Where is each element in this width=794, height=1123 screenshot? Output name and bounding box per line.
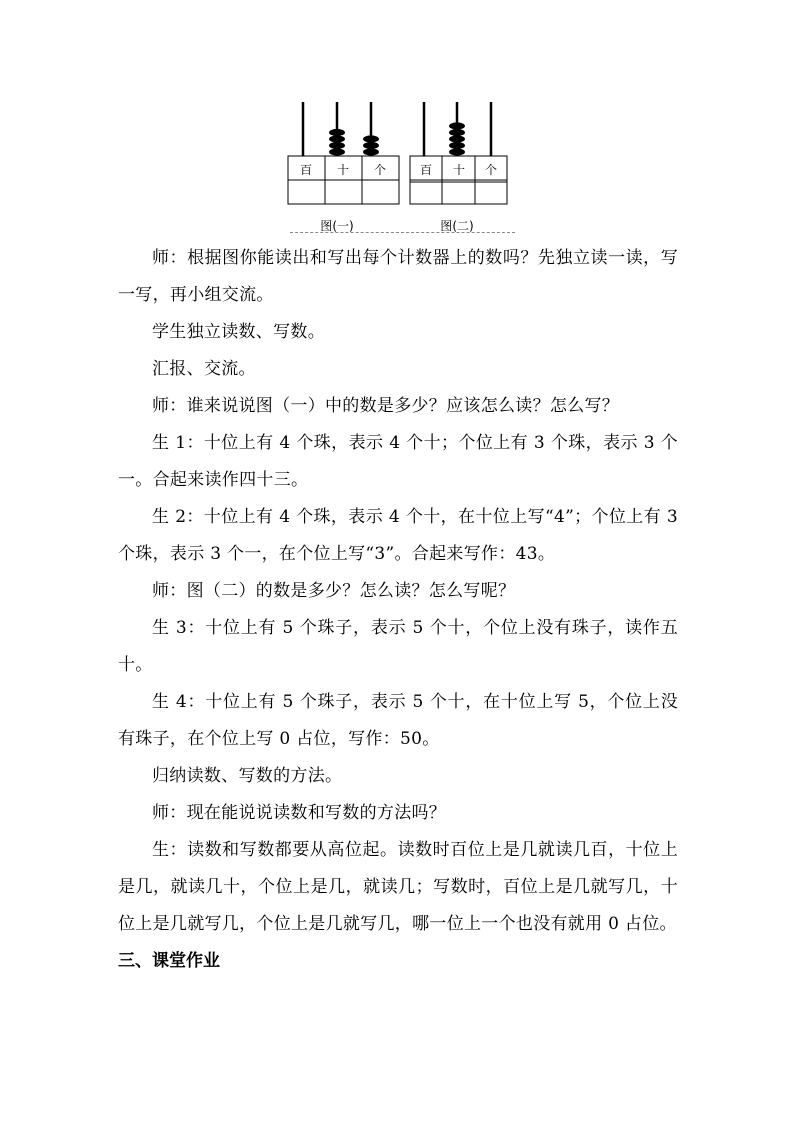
paragraph: 师：谁来说说图（一）中的数是多少？应该怎么读？怎么写？ [152, 396, 620, 416]
abacus-bead [363, 148, 379, 155]
paragraph: 汇报、交流。 [152, 359, 256, 379]
abacus-bead [329, 148, 345, 155]
paragraph: 生：读数和写数都要从高位起。读数时百位上是几就读几百，十位上是几，就读几十，个位上是几，就读几；写数时，百位上是几就写几，十位上是几就写几，个位上是几就写几，哪一位上一个也没有就用 0 占位。 [118, 840, 678, 934]
abacus-figure-2 [410, 102, 507, 233]
paragraph: 生 1：十位上有 4 个珠，表示 4 个十；个位上有 3 个珠，表示 3 个一。合起来读作四十三。 [118, 433, 678, 490]
abacus-2-label-tens: 十 [452, 163, 466, 177]
abacus-bead [329, 129, 345, 136]
abacus-bead [363, 142, 379, 149]
paragraph: 学生独立读数、写数。 [152, 322, 325, 342]
paragraph: 师：根据图你能读出和写出每个计数器上的数吗？先独立读一读，写一写，再小组交流。 [118, 248, 678, 305]
paragraph: 生 2：十位上有 4 个珠，表示 4 个十，在十位上写“4”；个位上有 3 个珠，表示 3 个一，在个位上写“3”。合起来写作：43。 [118, 507, 678, 564]
abacus-1-label-hundreds: 百 [299, 163, 313, 177]
paragraph: 生 3：十位上有 5 个珠子，表示 5 个十，个位上没有珠子，读作五十。 [118, 618, 678, 675]
abacus-bead [363, 135, 379, 142]
abacus-bead [449, 129, 465, 136]
paragraph: 归纳读数、写数的方法。 [152, 766, 343, 786]
section-heading: 三、课堂作业 [118, 951, 220, 971]
caption-underline [290, 232, 515, 233]
abacus-svg [285, 98, 515, 238]
abacus-2-label-ones: 个 [484, 163, 498, 177]
abacus-figure-1 [288, 102, 399, 233]
abacus-bead [329, 142, 345, 149]
abacus-bead [449, 142, 465, 149]
abacus-2-caption: 图(二) [440, 219, 474, 233]
abacus-bead [449, 135, 465, 142]
abacus-1-label-ones: 个 [373, 163, 387, 177]
abacus-bead [329, 135, 345, 142]
abacus-bead [449, 122, 465, 129]
abacus-1-caption: 图(一) [320, 219, 354, 233]
abacus-1-label-tens: 十 [336, 163, 350, 177]
document-body [118, 240, 678, 980]
paragraph: 师：现在能说说读数和写数的方法吗？ [152, 803, 447, 823]
paragraph: 生 4：十位上有 5 个珠子，表示 5 个十，在十位上写 5，个位上没有珠子，在个位上写 0 占位，写作：50。 [118, 692, 678, 749]
abacus-bead [449, 148, 465, 155]
paragraph: 师：图（二）的数是多少？怎么读？怎么写呢？ [152, 581, 516, 601]
abacus-2-label-hundreds: 百 [419, 163, 433, 177]
abacus-figures [285, 98, 515, 238]
